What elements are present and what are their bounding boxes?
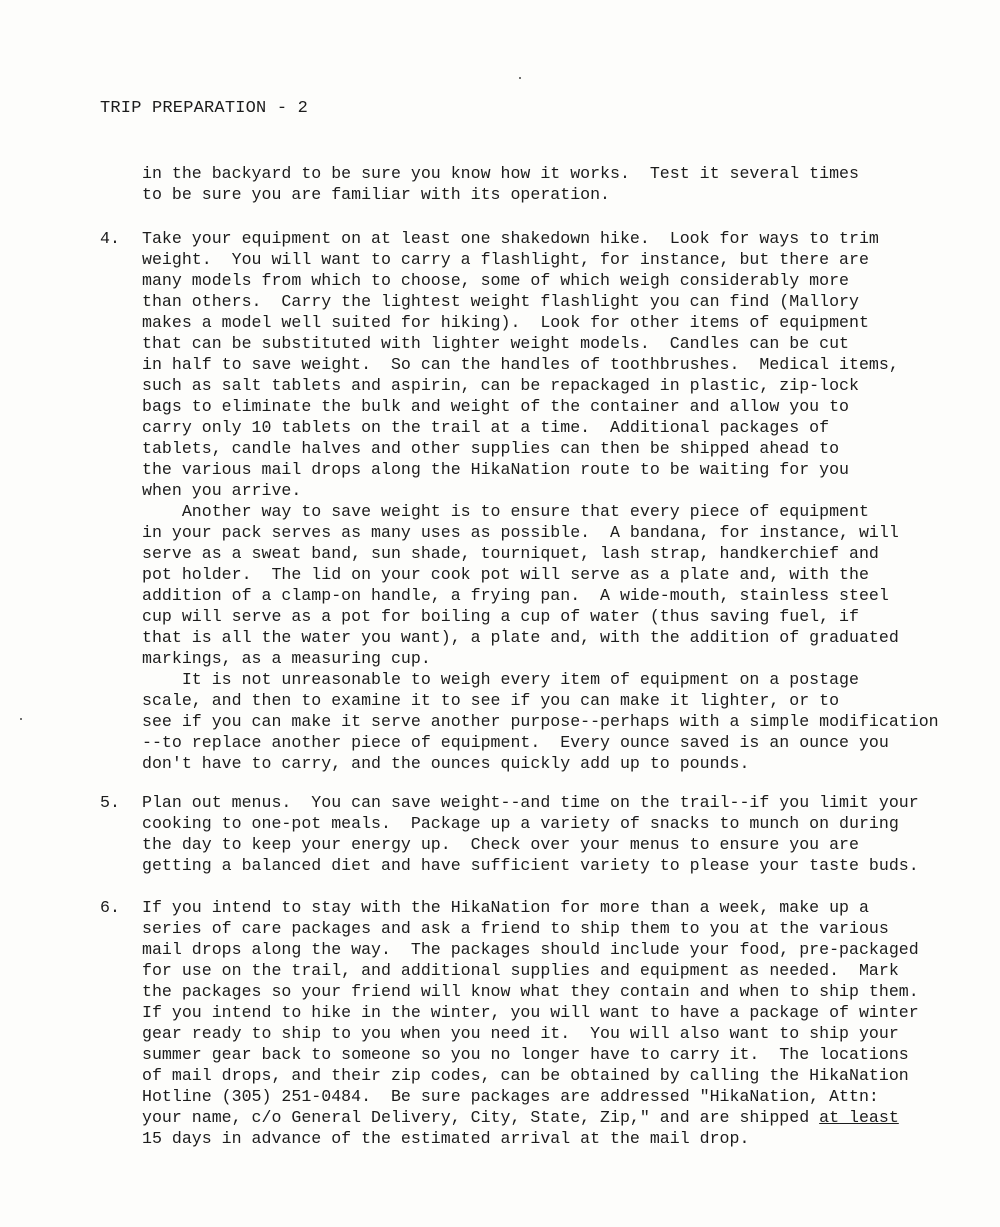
text-line: series of care packages and ask a friend to ship them to you at the various: [142, 919, 889, 938]
text-line: gear ready to ship to you when you need it. You will also want to ship your: [142, 1024, 899, 1043]
text-line: tablets, candle halves and other supplies can then be shipped ahead to: [142, 439, 840, 458]
text-line: in the backyard to be sure you know how it works. Test it several times: [142, 164, 859, 183]
text-line: 15 days in advance of the estimated arrival at the mail drop.: [142, 1129, 750, 1148]
text-line: getting a balanced diet and have sufficient variety to please your taste buds.: [142, 856, 919, 875]
text-line: cooking to one-pot meals. Package up a variety of snacks to munch on during: [142, 814, 899, 833]
text-line: than others. Carry the lightest weight flashlight you can find (Mallory: [142, 292, 859, 311]
text-line: Hotline (305) 251-0484. Be sure packages are addressed "HikaNation, Attn:: [142, 1087, 879, 1106]
text-line: If you intend to hike in the winter, you will want to have a package of winter: [142, 1003, 919, 1022]
text-line: the various mail drops along the HikaNation route to be waiting for you: [142, 460, 850, 479]
text-line: It is not unreasonable to weigh every item of equipment on a postage: [142, 670, 859, 689]
text-line: addition of a clamp-on handle, a frying pan. A wide-mouth, stainless steel: [142, 586, 889, 605]
text-line: pot holder. The lid on your cook pot will serve as a plate and, with the: [142, 565, 869, 584]
text-line: for use on the trail, and additional supplies and equipment as needed. Mark: [142, 961, 899, 980]
text-line: serve as a sweat band, sun shade, tourniquet, lash strap, handkerchief and: [142, 544, 879, 563]
text-line: If you intend to stay with the HikaNation for more than a week, make up a: [142, 898, 869, 917]
item-5-paragraph: [142, 792, 972, 876]
scan-speck: [519, 77, 521, 79]
text-line: bags to eliminate the bulk and weight of the container and allow you to: [142, 397, 850, 416]
text-line: that is all the water you want), a plate and, with the addition of graduated: [142, 628, 899, 647]
text-line: that can be substituted with lighter weight models. Candles can be cut: [142, 334, 850, 353]
underlined-emphasis: at least: [819, 1108, 899, 1127]
text-line: Take your equipment on at least one shakedown hike. Look for ways to trim: [142, 229, 879, 248]
item-4-paragraph: [142, 228, 972, 774]
text-line: summer gear back to someone so you no longer have to carry it. The locations: [142, 1045, 909, 1064]
text-line: cup will serve as a pot for boiling a cup of water (thus saving fuel, if: [142, 607, 859, 626]
page-header: TRIP PREPARATION - 2: [100, 99, 309, 118]
text-line: of mail drops, and their zip codes, can be obtained by calling the HikaNation: [142, 1066, 909, 1085]
scan-speck: [20, 718, 22, 720]
text-line: when you arrive.: [142, 481, 302, 500]
text-line: --to replace another piece of equipment. Every ounce saved is an ounce you: [142, 733, 889, 752]
text-line: many models from which to choose, some of which weigh considerably more: [142, 271, 850, 290]
text-line: in your pack serves as many uses as possible. A bandana, for instance, will: [142, 523, 899, 542]
text-line: such as salt tablets and aspirin, can be repackaged in plastic, zip-lock: [142, 376, 859, 395]
text-line: [142, 1107, 972, 1128]
text-line: to be sure you are familiar with its operation.: [142, 185, 611, 204]
text-line: see if you can make it serve another purpose--perhaps with a simple modification: [142, 712, 939, 731]
text-line: the day to keep your energy up. Check over your menus to ensure you are: [142, 835, 859, 854]
item-number: 6.: [100, 898, 120, 917]
text-line: markings, as a measuring cup.: [142, 649, 431, 668]
text-segment: your name, c/o General Delivery, City, State, Zip," and are shipped: [142, 1108, 820, 1127]
text-line: mail drops along the way. The packages should include your food, pre-packaged: [142, 940, 919, 959]
text-line: makes a model well suited for hiking). Look for other items of equipment: [142, 313, 869, 332]
text-line: weight. You will want to carry a flashlight, for instance, but there are: [142, 250, 869, 269]
text-line: the packages so your friend will know what they contain and when to ship them.: [142, 982, 919, 1001]
item-number: 5.: [100, 793, 120, 812]
item-number: 4.: [100, 229, 120, 248]
text-line: Plan out menus. You can save weight--and time on the trail--if you limit your: [142, 793, 919, 812]
text-line: in half to save weight. So can the handles of toothbrushes. Medical items,: [142, 355, 899, 374]
continuation-paragraph: [142, 163, 972, 205]
text-line: scale, and then to examine it to see if you can make it lighter, or to: [142, 691, 840, 710]
item-6-paragraph: [142, 897, 972, 1149]
text-line: carry only 10 tablets on the trail at a time. Additional packages of: [142, 418, 830, 437]
text-line: don't have to carry, and the ounces quickly add up to pounds.: [142, 754, 750, 773]
text-line: Another way to save weight is to ensure that every piece of equipment: [142, 502, 869, 521]
